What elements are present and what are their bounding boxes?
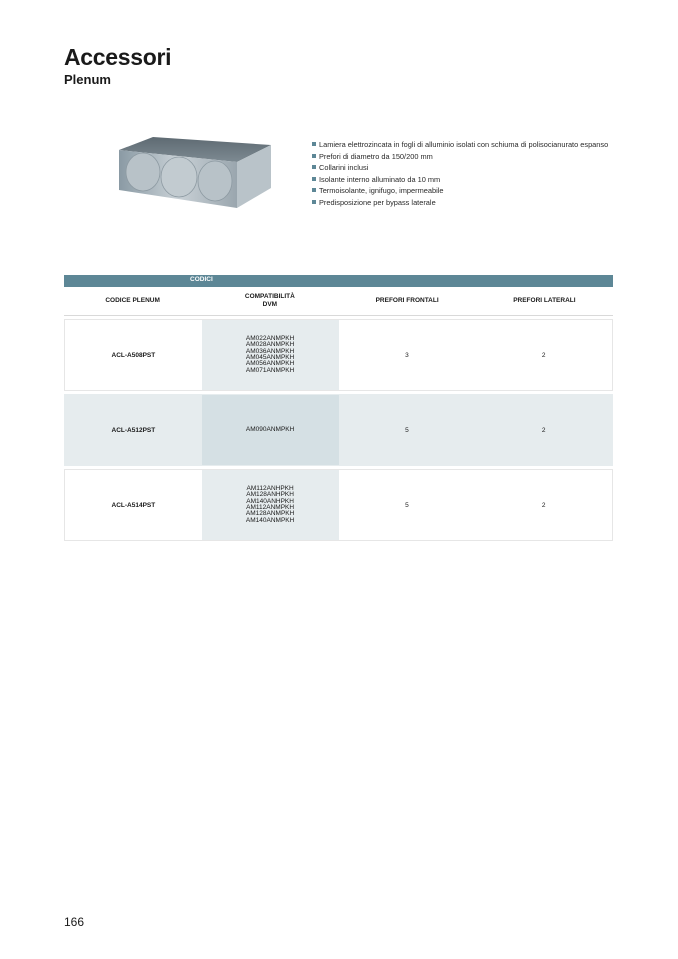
page-number: 166: [64, 915, 85, 929]
square-bullet-icon: [312, 165, 316, 169]
prefori-laterali: 2: [541, 501, 546, 509]
plenum-table: [64, 275, 613, 541]
plenum-code: ACL-A514PST: [111, 501, 156, 509]
prefori-frontali: 3: [405, 351, 409, 359]
square-bullet-icon: [312, 142, 316, 146]
column-header-frontali: PREFORI FRONTALI: [375, 297, 439, 304]
feature-item: Termoisolante, ignifugo, impermeabile: [312, 185, 608, 197]
table-header: [64, 287, 613, 316]
feature-list: [312, 139, 608, 209]
table-band: [64, 275, 613, 287]
prefori-laterali: 2: [541, 426, 546, 434]
feature-item: Collarini inclusi: [312, 162, 608, 174]
square-bullet-icon: [312, 200, 316, 204]
plenum-code: ACL-A512PST: [111, 426, 156, 434]
page-title: Accessori: [64, 44, 172, 70]
plenum-code: ACL-A508PST: [111, 351, 156, 359]
table-row: [64, 469, 613, 541]
column-header-code: CODICE PLENUM: [105, 297, 160, 304]
plenum-box-image: [115, 132, 275, 212]
column-header-laterali: PREFORI LATERALI: [513, 297, 576, 304]
square-bullet-icon: [312, 154, 316, 158]
prefori-laterali: 2: [541, 351, 546, 359]
table-row: [64, 319, 613, 391]
compat-list: AM112ANHPKH AM128ANHPKH AM140ANHPKH AM112ANMPKH AM128ANMPKH AM140ANMPKH: [202, 470, 339, 540]
compat-list: AM090ANMPKH: [202, 395, 339, 465]
page-subtitle: Plenum: [64, 72, 111, 87]
band-label: CODICI: [190, 276, 213, 283]
feature-item: Prefori di diametro da 150/200 mm: [312, 151, 608, 163]
prefori-frontali: 5: [405, 501, 409, 509]
compat-list: AM022ANMPKH AM028ANMPKH AM036ANMPKH AM045ANMPKH AM056ANMPKH AM071ANMPKH: [202, 320, 339, 390]
table-row: [64, 394, 613, 466]
square-bullet-icon: [312, 177, 316, 181]
column-header-compat: COMPATIBILITÀ DVM: [244, 293, 295, 308]
feature-item: Predisposizione per bypass laterale: [312, 197, 608, 209]
feature-item: Isolante interno alluminato da 10 mm: [312, 174, 608, 186]
feature-item: Lamiera elettrozincata in fogli di alluminio isolati con schiuma di polisocianurato espanso: [312, 139, 608, 151]
prefori-frontali: 5: [405, 426, 409, 434]
square-bullet-icon: [312, 188, 316, 192]
